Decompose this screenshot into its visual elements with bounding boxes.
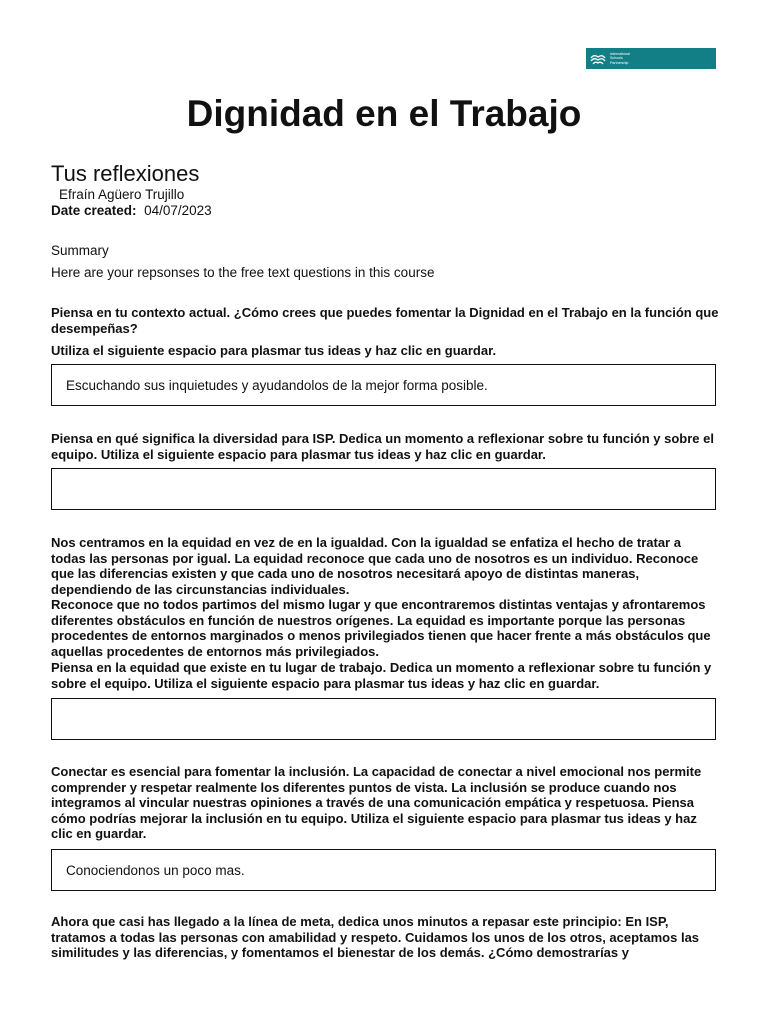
page-title: Dignidad en el Trabajo <box>186 93 582 134</box>
question-3-prompt-p3: Piensa en la equidad que existe en tu lugar de trabajo. Dedica un momento a reflexionar sobre tu función y sobre el equipo. Utiliza el siguiente espacio para plasmar tus ideas y haz clic en guardar. <box>51 660 712 691</box>
author-name: Efraín Agüero Trujillo <box>59 187 185 202</box>
logo-text <box>610 52 630 65</box>
answer-box-3 <box>51 698 716 740</box>
answer-box-4 <box>51 849 716 891</box>
answer-box-1 <box>51 364 716 406</box>
leaf-logo-icon <box>590 53 606 65</box>
logo-line-2: Schools <box>610 56 623 61</box>
date-value: 04/07/2023 <box>144 203 212 218</box>
answer-4-text: Conociendonos un poco mas. <box>66 862 245 878</box>
summary-heading: Summary <box>51 243 109 258</box>
answer-box-2 <box>51 468 716 510</box>
question-4-prompt: Conectar es esencial para fomentar la inclusión. La capacidad de conectar a nivel emocional nos permite comprender y respetar realmente los diferentes puntos de vista. La inclusión se produce cuando nos integramos al vincular nuestras opiniones a través de una comunicación empática y respetuosa. Piensa cómo podrías mejorar la inclusión en tu equipo. Utiliza el siguiente espacio para plasmar tus ideas y haz clic en guardar. <box>51 764 702 842</box>
question-1-prompt: Piensa en tu contexto actual. ¿Cómo crees que puedes fomentar la Dignidad en el Trabajo en la función que desempeñas? <box>51 305 719 336</box>
question-3-prompt-p2: Reconoce que no todos partimos del mismo lugar y que encontraremos distintas ventajas y afrontaremos diferentes obstáculos en función de nuestros orígenes. La equidad es importante porque las personas procedentes de entornos marginados o menos privilegiados tienen que hacer frente a más obstáculos que aquellas procedentes de entornos más privilegiados. <box>51 597 711 659</box>
date-label: Date created: <box>51 203 137 218</box>
section-subtitle: Tus reflexiones <box>51 161 200 186</box>
answer-1-text: Escuchando sus inquietudes y ayudandolos de la mejor forma posible. <box>66 377 488 393</box>
question-5-prompt: Ahora que casi has llegado a la línea de meta, dedica unos minutos a repasar este principio: En ISP, tratamos a todas las personas con amabilidad y respeto. Cuidamos los unos de los otros, aceptamos las similitudes y las diferencias, y fomentamos el bienestar de los demás. ¿Cómo demostrarías y <box>51 914 700 961</box>
date-created <box>51 203 212 219</box>
question-3-prompt-p1: Nos centramos en la equidad en vez de en la igualdad. Con la igualdad se enfatiza el hecho de tratar a todas las personas por igual. La equidad reconoce que cada uno de nosotros es un individuo. Reconoce que las diferencias existen y que cada uno de nosotros necesitará apoyo de distintas maneras, dependiendo de las circunstancias individuales. <box>51 535 699 597</box>
summary-text: Here are your repsonses to the free text questions in this course <box>51 265 435 280</box>
logo-line-3: Partnership <box>610 60 629 65</box>
isp-logo <box>586 48 716 69</box>
question-1-instruction: Utiliza el siguiente espacio para plasmar tus ideas y haz clic en guardar. <box>51 343 497 358</box>
question-2-prompt: Piensa en qué significa la diversidad para ISP. Dedica un momento a reflexionar sobre tu función y sobre el equipo. Utiliza el siguiente espacio para plasmar tus ideas y haz clic en guardar. <box>51 431 714 462</box>
logo-line-1: International <box>610 52 630 57</box>
